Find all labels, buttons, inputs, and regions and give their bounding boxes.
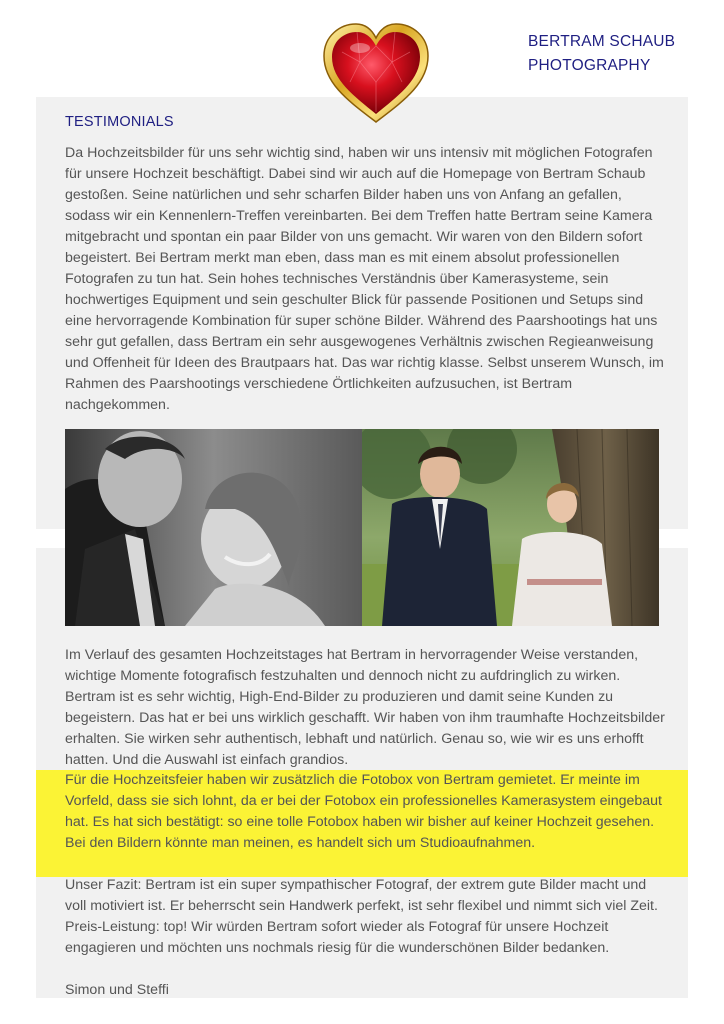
- brand-line-2: PHOTOGRAPHY: [528, 57, 651, 74]
- testimonial-intro: Da Hochzeitsbilder für uns sehr wichtig sind, haben wir uns intensiv mit möglichen Fotografen für unsere Hochzeit beschäftigt. Dabei sind wir auch auf die Homepage von Bertram Schaub gestoßen. Seine natürlichen und sehr scharfen Bilder haben uns von Anfang an gefallen, sodass wir ein Kennenlern-Treffen vereinbarten. Bei dem Treffen hatte Bertram seine Kamera mitgebracht und spontan ein paar Bilder von uns gemacht. Wir waren von den Bildern sofort begeistert. Bei Bertram merkt man eben, dass man es mit einem absolut professionellen Fotografen zu tun hat. Sein hohes technisches Verständnis über Kamerasysteme, sein hochwertiges Equipment und sein geschulter Blick für passende Positionen und Setups sind eine hervorragende Kombination für super schöne Bilder. Während des Paarshootings hat uns sehr gut gefallen, dass Bertram ein sehr ausgewogenes Verhältnis zwischen Regieanweisung und Offenheit für Ideen des Brautpaars hat. Das war richtig klasse. Selbst unserem Wunsch, im Rahmen des Paarshootings verschiedene Örtlichkeiten aufzusuchen, ist Bertram nachgekommen.: [65, 145, 664, 413]
- section-title: TESTIMONIALS: [65, 114, 174, 130]
- couple-photo-bw: [65, 429, 362, 626]
- testimonial-day: Im Verlauf des gesamten Hochzeitstages hat Bertram in hervorragender Weise verstanden, wichtige Momente fotografisch festzuhalten und dennoch nicht zu aufdringlich zu wirken. Bertram ist es sehr wichtig, High-End-Bilder zu produzieren und damit seine Kunden zu begeistern. Das hat er bei uns wirklich geschafft. Wir haben von ihm traumhafte Hochzeitsbilder erhalten. Sie wirken sehr authentisch, lebhaft und natürlich. Genau so, wie wir es uns erhofft hatten. Und die Auswahl ist einfach grandios.: [65, 647, 665, 768]
- couple-photo-tree: [362, 429, 659, 626]
- brand-name: [528, 30, 675, 78]
- testimonial-fazit: Unser Fazit: Bertram ist ein super sympathischer Fotograf, der extrem gute Bilder macht und voll motiviert ist. Er beherrscht sein Handwerk perfekt, ist sehr flexibel und nimmt sich viel Zeit. Preis-Leistung: top! Wir würden Bertram sofort wieder als Fotograf für unsere Hochzeit engagieren und möchten uns nochmals riesig für die wunderschönen Bilder bedanken.: [65, 877, 658, 956]
- signature: Simon und Steffi: [65, 982, 169, 998]
- brand-line-1: BERTRAM SCHAUB: [528, 33, 676, 50]
- testimonial-fotobox: Für die Hochzeitsfeier haben wir zusätzlich die Fotobox von Bertram gemietet. Er meinte im Vorfeld, dass sie sich lohnt, da er bei der Fotobox ein professionelles Kamerasystem eingebaut hat. Es hat sich bestätigt: so eine tolle Fotobox haben wir bisher auf keiner Hochzeit gesehen. Bei den Bildern könnte man meinen, es handelt sich um Studioaufnahmen.: [65, 772, 662, 851]
- ruby-heart-icon: [320, 22, 432, 126]
